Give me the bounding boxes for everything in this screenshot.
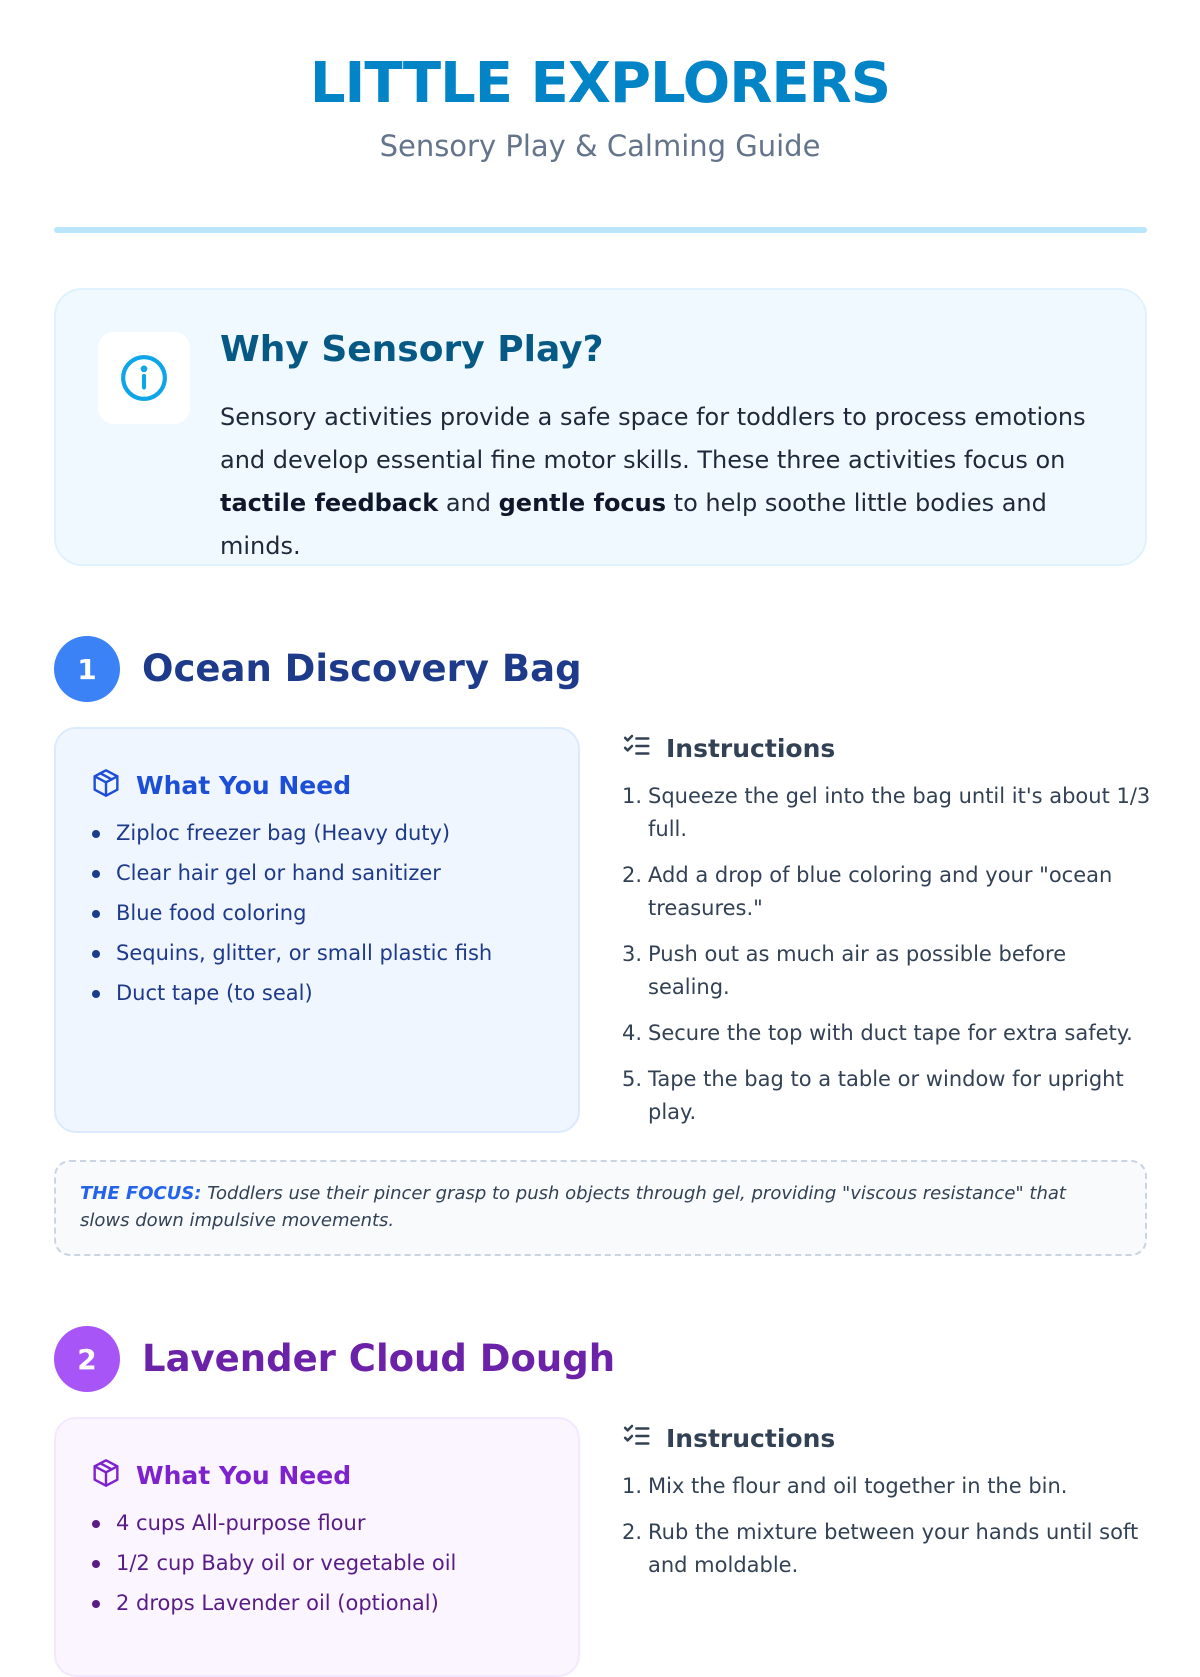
box-icon [90, 1457, 122, 1493]
instruction-step: 2. Add a drop of blue coloring and your "ocean treasures." [622, 863, 1113, 920]
materials-label: What You Need [136, 770, 352, 800]
instructions-block [622, 730, 1152, 1142]
instructions-header [622, 730, 1152, 766]
materials-box [54, 727, 580, 1133]
material-item: 4 cups All-purpose flour [90, 1503, 560, 1543]
instruction-step: 1. Squeeze the gel into the bag until it's about 1/3 full. [622, 784, 1151, 841]
intro-callout [54, 288, 1147, 566]
intro-emphasis-tactile: tactile feedback [220, 489, 439, 517]
materials-list [90, 813, 560, 1013]
material-item: 1/2 cup Baby oil or vegetable oil [90, 1543, 560, 1583]
materials-header [90, 767, 351, 803]
instruction-step: 2. Rub the mixture between your hands until soft and moldable. [622, 1520, 1139, 1577]
material-item: Ziploc freezer bag (Heavy duty) [90, 813, 560, 853]
material-item: Clear hair gel or hand sanitizer [90, 853, 560, 893]
materials-box [54, 1417, 580, 1677]
info-icon [98, 332, 190, 424]
focus-label: THE FOCUS: [80, 1183, 202, 1204]
checklist-icon [622, 1421, 652, 1455]
instructions-label: Instructions [666, 1423, 836, 1453]
page-header [0, 52, 1200, 164]
instruction-step: 3. Push out as much air as possible before sealing. [622, 942, 1067, 999]
page-title: LITTLE EXPLORERS [309, 51, 891, 116]
activity-title: Lavender Cloud Dough [142, 1337, 616, 1380]
page-subtitle: Sensory Play & Calming Guide [379, 129, 821, 163]
instructions-header [622, 1420, 1152, 1456]
material-item: Duct tape (to seal) [90, 973, 560, 1013]
activity-number-badge: 1 [54, 636, 120, 702]
activity-title: Ocean Discovery Bag [142, 647, 582, 690]
intro-text: Sensory activities provide a safe space for toddlers to process emotions and develop essential fine motor skills. These three activities focus on tactile feedback and gentle focus to help soothe little bodies and minds. [220, 403, 1086, 560]
materials-header [90, 1457, 351, 1493]
header-divider [54, 227, 1147, 233]
instructions-list [622, 1470, 1152, 1582]
activity-number-badge: 2 [54, 1326, 120, 1392]
instructions-list [622, 780, 1152, 1129]
checklist-icon [622, 731, 652, 765]
focus-text: Toddlers use their pincer grasp to push objects through gel, providing "viscous resistance" that slows down impulsive movements. [80, 1183, 1066, 1231]
intro-emphasis-focus: gentle focus [498, 489, 667, 517]
material-item: Sequins, glitter, or small plastic fish [90, 933, 560, 973]
instructions-label: Instructions [666, 733, 836, 763]
materials-label: What You Need [136, 1460, 352, 1490]
material-item: Blue food coloring [90, 893, 560, 933]
box-icon [90, 767, 122, 803]
focus-note [54, 1160, 1147, 1256]
instruction-step: 5. Tape the bag to a table or window for upright play. [622, 1067, 1124, 1124]
instruction-step: 1. Mix the flour and oil together in the bin. [622, 1474, 1068, 1498]
instruction-step: 4. Secure the top with duct tape for extra safety. [622, 1021, 1133, 1045]
instructions-block [622, 1420, 1152, 1595]
material-item: 2 drops Lavender oil (optional) [90, 1583, 560, 1623]
materials-list [90, 1503, 560, 1623]
activity-header [54, 636, 582, 702]
activity-header [54, 1326, 615, 1392]
intro-title: Why Sensory Play? [220, 329, 604, 370]
